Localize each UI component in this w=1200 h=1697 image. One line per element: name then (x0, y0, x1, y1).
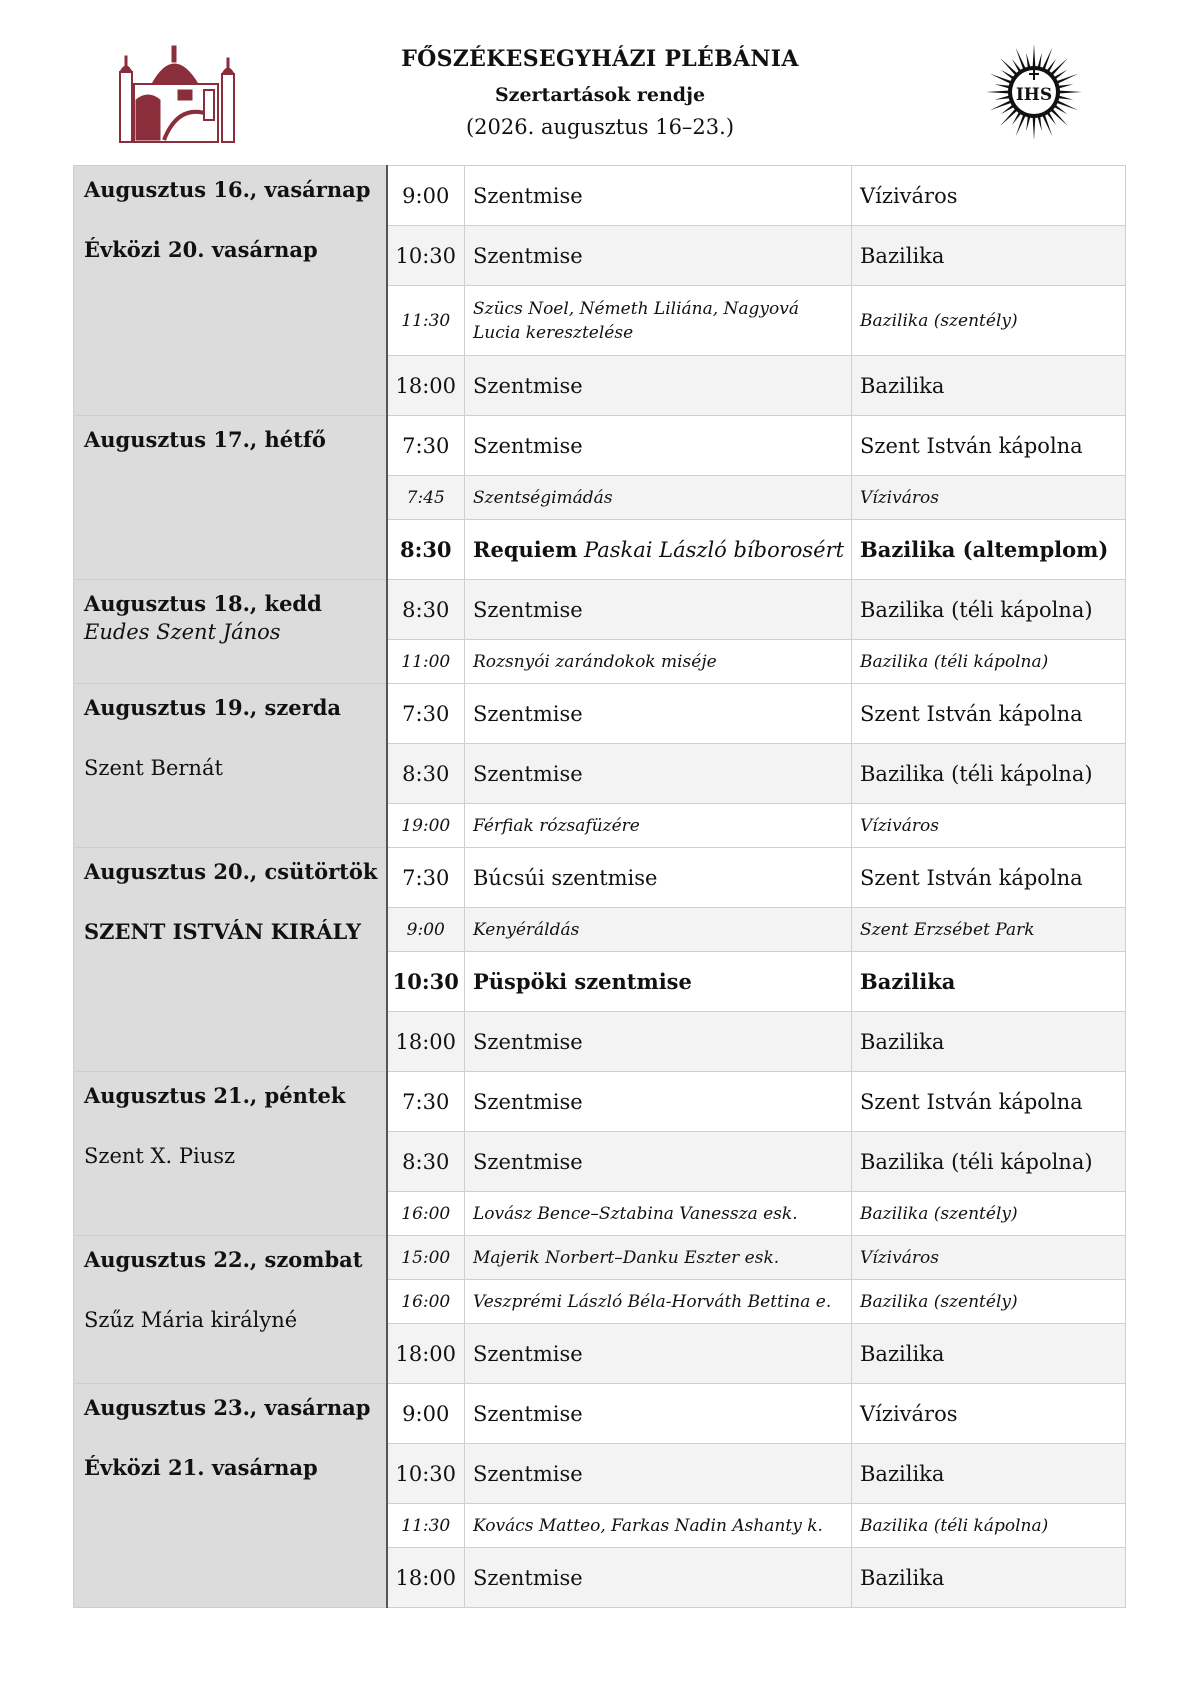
event-name: Szentmise (465, 416, 852, 476)
event-place: Bazilika (altemplom) (852, 520, 1126, 580)
event-name: Szentmise (465, 684, 852, 744)
event-name: Szentmise (465, 226, 852, 286)
event-name: Lovász Bence–Sztabina Vanessza esk. (465, 1192, 852, 1236)
event-time: 18:00 (387, 1548, 465, 1608)
event-name: Szentmise (465, 166, 852, 226)
sun-ray (1033, 44, 1036, 68)
event-time: 10:30 (387, 952, 465, 1012)
event-time: 10:30 (387, 1444, 465, 1504)
event-time: 18:00 (387, 1324, 465, 1384)
event-time: 7:45 (387, 476, 465, 520)
event-time: 11:30 (387, 1504, 465, 1548)
event-name-bold: Requiem (473, 537, 578, 562)
page-header (300, 44, 900, 142)
day-cell (74, 684, 387, 848)
event-time: 7:30 (387, 416, 465, 476)
day-cell (74, 580, 387, 684)
day-date: Augusztus 22., szombat (84, 1247, 363, 1272)
event-name: Szentségimádás (465, 476, 852, 520)
event-name: Férfiak rózsafüzére (465, 804, 852, 848)
day-date: Augusztus 16., vasárnap (84, 177, 371, 202)
day-cell (74, 1072, 387, 1236)
event-name: Szentmise (465, 1324, 852, 1384)
event-name: Szentmise (465, 1384, 852, 1444)
event-place: Víziváros (852, 1236, 1126, 1280)
page-subtitle: Szertartások rendje (494, 84, 706, 106)
event-place: Bazilika (téli kápolna) (852, 744, 1126, 804)
table-row (74, 580, 1126, 640)
event-time: 8:30 (387, 744, 465, 804)
event-name: Szentmise (465, 1444, 852, 1504)
event-name: Búcsúi szentmise (465, 848, 852, 908)
event-time: 8:30 (387, 520, 465, 580)
day-date: Augusztus 19., szerda (84, 695, 341, 720)
event-time: 7:30 (387, 848, 465, 908)
schedule-table (73, 165, 1126, 1608)
day-feast: Évközi 20. vasárnap (84, 237, 318, 262)
table-row (74, 848, 1126, 908)
event-name: Szentmise (465, 1132, 852, 1192)
event-name (465, 520, 852, 580)
day-cell (74, 166, 387, 416)
event-place: Szent István kápolna (852, 848, 1126, 908)
day-date: Augusztus 18., kedd (84, 591, 322, 616)
table-row (74, 1384, 1126, 1444)
event-time: 7:30 (387, 1072, 465, 1132)
event-name: Szentmise (465, 356, 852, 416)
event-time: 18:00 (387, 356, 465, 416)
sun-ray (986, 91, 1010, 94)
table-row (74, 166, 1126, 226)
event-time: 11:30 (387, 286, 465, 356)
page-title: FŐSZÉKESEGYHÁZI PLÉBÁNIA (401, 46, 799, 72)
event-place: Szent Erzsébet Park (852, 908, 1126, 952)
event-name: Majerik Norbert–Danku Eszter esk. (465, 1236, 852, 1280)
event-time: 19:00 (387, 804, 465, 848)
event-place: Bazilika (téli kápolna) (852, 1504, 1126, 1548)
event-time: 15:00 (387, 1236, 465, 1280)
cathedral-logo (118, 44, 248, 144)
day-date: Augusztus 20., csütörtök (84, 859, 378, 884)
event-name: Kenyéráldás (465, 908, 852, 952)
event-name: Szentmise (465, 1548, 852, 1608)
event-place: Bazilika (852, 356, 1126, 416)
event-place: Bazilika (szentély) (852, 286, 1126, 356)
event-place: Bazilika (szentély) (852, 1192, 1126, 1236)
date-range: (2026. augusztus 16–23.) (465, 115, 735, 139)
day-cell (74, 1384, 387, 1608)
event-time: 7:30 (387, 684, 465, 744)
day-date: Augusztus 23., vasárnap (84, 1395, 371, 1420)
event-time: 16:00 (387, 1192, 465, 1236)
day-cell (74, 1236, 387, 1384)
event-name: Szentmise (465, 1072, 852, 1132)
event-name: Szücs Noel, Németh Liliána, Nagyová Lucia keresztelése (465, 286, 852, 356)
table-row (74, 684, 1126, 744)
sun-ray (1000, 58, 1018, 76)
event-place: Bazilika (852, 1324, 1126, 1384)
event-place: Bazilika (téli kápolna) (852, 1132, 1126, 1192)
table-row (74, 1236, 1126, 1280)
event-time: 11:00 (387, 640, 465, 684)
event-place: Víziváros (852, 476, 1126, 520)
day-feast: Eudes Szent János (84, 620, 281, 644)
sun-ray (1050, 108, 1068, 126)
day-date: Augusztus 17., hétfő (84, 427, 326, 452)
sun-ray (1000, 108, 1018, 126)
event-name: Rozsnyói zarándokok miséje (465, 640, 852, 684)
event-place: Bazilika (852, 952, 1126, 1012)
event-time: 8:30 (387, 1132, 465, 1192)
ihs-sun-emblem (984, 42, 1084, 142)
event-place: Bazilika (852, 1444, 1126, 1504)
day-feast: Szent Bernát (84, 756, 223, 780)
ihs-letters: IHS (1015, 85, 1053, 105)
event-name: Veszprémi László Béla-Horváth Bettina e. (465, 1280, 852, 1324)
event-place: Bazilika (852, 1548, 1126, 1608)
event-place: Víziváros (852, 804, 1126, 848)
day-feast: Évközi 21. vasárnap (84, 1455, 318, 1480)
table-row (74, 416, 1126, 476)
table-row (74, 1072, 1126, 1132)
event-place: Szent István kápolna (852, 416, 1126, 476)
event-place: Bazilika (852, 226, 1126, 286)
event-name: Püspöki szentmise (465, 952, 852, 1012)
event-time: 9:00 (387, 908, 465, 952)
event-name-italic: Paskai László bíborosért (584, 538, 845, 562)
event-name: Kovács Matteo, Farkas Nadin Ashanty k. (465, 1504, 852, 1548)
event-place: Víziváros (852, 166, 1126, 226)
event-place: Víziváros (852, 1384, 1126, 1444)
day-cell (74, 416, 387, 580)
day-feast: Szent X. Piusz (84, 1144, 236, 1168)
event-time: 9:00 (387, 166, 465, 226)
event-place: Bazilika (szentély) (852, 1280, 1126, 1324)
event-time: 8:30 (387, 580, 465, 640)
event-name: Szentmise (465, 580, 852, 640)
sun-ray (1058, 91, 1082, 94)
event-place: Bazilika (852, 1012, 1126, 1072)
sun-ray (1050, 58, 1068, 76)
event-place: Szent István kápolna (852, 1072, 1126, 1132)
day-date: Augusztus 21., péntek (84, 1083, 346, 1108)
event-name: Szentmise (465, 1012, 852, 1072)
event-time: 16:00 (387, 1280, 465, 1324)
event-time: 18:00 (387, 1012, 465, 1072)
event-name: Szentmise (465, 744, 852, 804)
event-place: Szent István kápolna (852, 684, 1126, 744)
sun-ray (1033, 116, 1036, 140)
day-cell (74, 848, 387, 1072)
day-feast: Szűz Mária királyné (84, 1308, 298, 1332)
event-time: 9:00 (387, 1384, 465, 1444)
event-time: 10:30 (387, 226, 465, 286)
day-feast: SZENT ISTVÁN KIRÁLY (84, 919, 361, 944)
event-place: Bazilika (téli kápolna) (852, 580, 1126, 640)
event-place: Bazilika (téli kápolna) (852, 640, 1126, 684)
